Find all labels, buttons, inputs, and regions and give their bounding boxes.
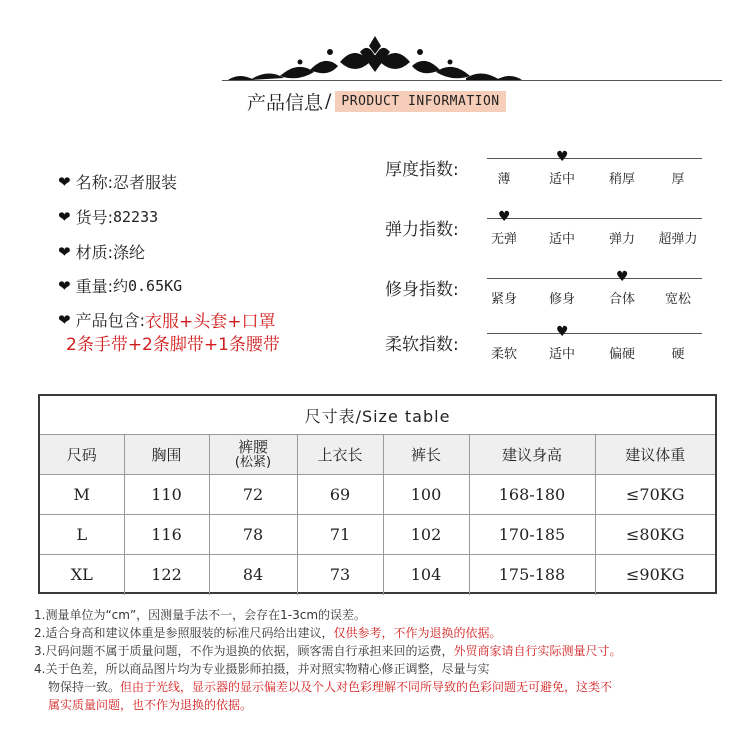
spec-value: 衣服+头套+口罩	[144, 312, 276, 332]
note-text: 4.关于色差，所以商品图片均为专业摄影师拍摄，并对照实物精心修正调整，尽量与实	[34, 662, 490, 676]
table-cell: M	[40, 475, 124, 515]
header-slash: /	[325, 90, 332, 112]
index-option: 适中	[548, 172, 575, 187]
header-rule	[222, 80, 722, 81]
spec-label: 材质:	[75, 243, 113, 262]
spec-name	[58, 170, 177, 193]
note-3	[34, 642, 621, 659]
index-scale-line	[487, 278, 702, 279]
size-table-box	[38, 394, 717, 594]
col-header-main: 裤腰	[237, 437, 268, 456]
heart-marker-icon: ♥	[556, 149, 569, 165]
index-scale-line	[487, 333, 702, 334]
table-cell: 72	[209, 475, 297, 515]
table-cell: 175-188	[469, 555, 595, 595]
table-cell: 122	[124, 555, 209, 595]
index-option: 紧身	[490, 292, 517, 307]
index-label: 弹力指数:	[385, 220, 459, 240]
note-text: 1.测量单位为“cm”，因测量手法不一，会存在1-3cm的误差。	[34, 608, 367, 622]
table-cell: 110	[124, 475, 209, 515]
index-label: 厚度指数:	[385, 160, 459, 180]
note-4-cont	[48, 678, 612, 695]
table-cell: ≤80KG	[595, 515, 715, 555]
table-cell: 104	[383, 555, 469, 595]
index-option: 弹力	[608, 232, 635, 247]
spec-label: 重量:	[75, 277, 113, 296]
table-cell: 84	[209, 555, 297, 595]
note-red-text: 属实质量问题，也不作为退换的依据。	[48, 698, 253, 712]
size-table	[40, 434, 715, 595]
table-cell: L	[40, 515, 124, 555]
spec-weight	[58, 274, 182, 297]
note-4-cont2	[48, 696, 252, 713]
table-cell: ≤70KG	[595, 475, 715, 515]
spec-value: 82233	[112, 207, 159, 226]
table-cell: ≤90KG	[595, 555, 715, 595]
section-header	[247, 88, 506, 114]
table-header-row	[40, 435, 715, 475]
note-2	[34, 624, 501, 641]
table-cell: 69	[297, 475, 383, 515]
size-table-title: 尺寸表/Size table	[304, 406, 451, 426]
index-scale-line	[487, 218, 702, 219]
spec-label: 名称:	[75, 173, 113, 192]
spec-package-line2: 2条手带+2条脚带+1条腰带	[66, 335, 280, 355]
col-header-sub: (松紧)	[234, 454, 272, 470]
index-option: 修身	[548, 292, 575, 307]
table-row	[40, 515, 715, 555]
heart-marker-icon: ♥	[616, 269, 629, 285]
spec-label: 货号:	[75, 208, 113, 227]
note-1	[34, 606, 366, 623]
col-header: 尺码	[40, 435, 124, 475]
index-scale-line	[487, 158, 702, 159]
spec-value: 忍者服装	[112, 173, 177, 192]
col-header: 建议身高	[469, 435, 595, 475]
header-title-cn: 产品信息	[247, 91, 324, 114]
index-option: 薄	[497, 172, 511, 187]
col-header: 上衣长	[297, 435, 383, 475]
spec-label: 产品包含:	[75, 311, 145, 330]
col-header	[209, 435, 297, 475]
index-option: 柔软	[490, 347, 517, 362]
index-option: 适中	[548, 347, 575, 362]
index-option: 硬	[671, 347, 685, 362]
index-option: 厚	[671, 172, 685, 187]
spec-value: 涤纶	[112, 243, 145, 262]
table-cell: 116	[124, 515, 209, 555]
spec-value: 约0.65KG	[112, 277, 183, 295]
heart-marker-icon: ♥	[498, 209, 511, 225]
index-option: 无弹	[490, 232, 517, 247]
table-cell: XL	[40, 555, 124, 595]
index-option: 合体	[608, 292, 635, 307]
spec-item-number	[58, 205, 158, 228]
heart-icon: ❤	[58, 207, 71, 226]
decorative-ornament	[210, 32, 540, 82]
table-cell: 73	[297, 555, 383, 595]
table-row	[40, 475, 715, 515]
spec-material	[58, 240, 145, 263]
spec-package	[58, 307, 275, 332]
note-red-text: 但由于光线，显示器的显示偏差以及个人对色彩理解不同所导致的色彩问题无可避免，这类不	[120, 680, 613, 694]
index-label: 修身指数:	[385, 280, 459, 300]
table-cell: 170-185	[469, 515, 595, 555]
heart-icon: ❤	[58, 276, 71, 295]
index-option: 超弹力	[658, 232, 698, 247]
note-text: 物保持一致。	[48, 680, 121, 694]
index-option: 宽松	[664, 292, 691, 307]
table-cell: 100	[383, 475, 469, 515]
table-cell: 71	[297, 515, 383, 555]
table-cell: 102	[383, 515, 469, 555]
col-header: 胸围	[124, 435, 209, 475]
note-red-text: 仅供参考，不作为退换的依据。	[333, 626, 502, 640]
note-red-text: 外贸商家请自行实际测量尺寸。	[453, 644, 622, 658]
table-cell: 168-180	[469, 475, 595, 515]
table-row	[40, 555, 715, 595]
heart-icon: ❤	[58, 242, 71, 261]
heart-marker-icon: ♥	[556, 324, 569, 340]
note-4	[34, 660, 489, 677]
note-text: 2.适合身高和建议体重是参照服装的标准尺码给出建议，	[34, 626, 334, 640]
col-header: 裤长	[383, 435, 469, 475]
index-label: 柔软指数:	[385, 335, 459, 355]
heart-icon: ❤	[58, 310, 71, 329]
index-option: 偏硬	[608, 347, 635, 362]
heart-icon: ❤	[58, 172, 71, 191]
index-option: 稍厚	[608, 172, 635, 187]
note-text: 3.尺码问题不属于质量问题，不作为退换的依据，顾客需自行承担来回的运费，	[34, 644, 454, 658]
header-title-en: PRODUCT INFORMATION	[335, 91, 505, 112]
index-option: 适中	[548, 232, 575, 247]
table-cell: 78	[209, 515, 297, 555]
col-header: 建议体重	[595, 435, 715, 475]
